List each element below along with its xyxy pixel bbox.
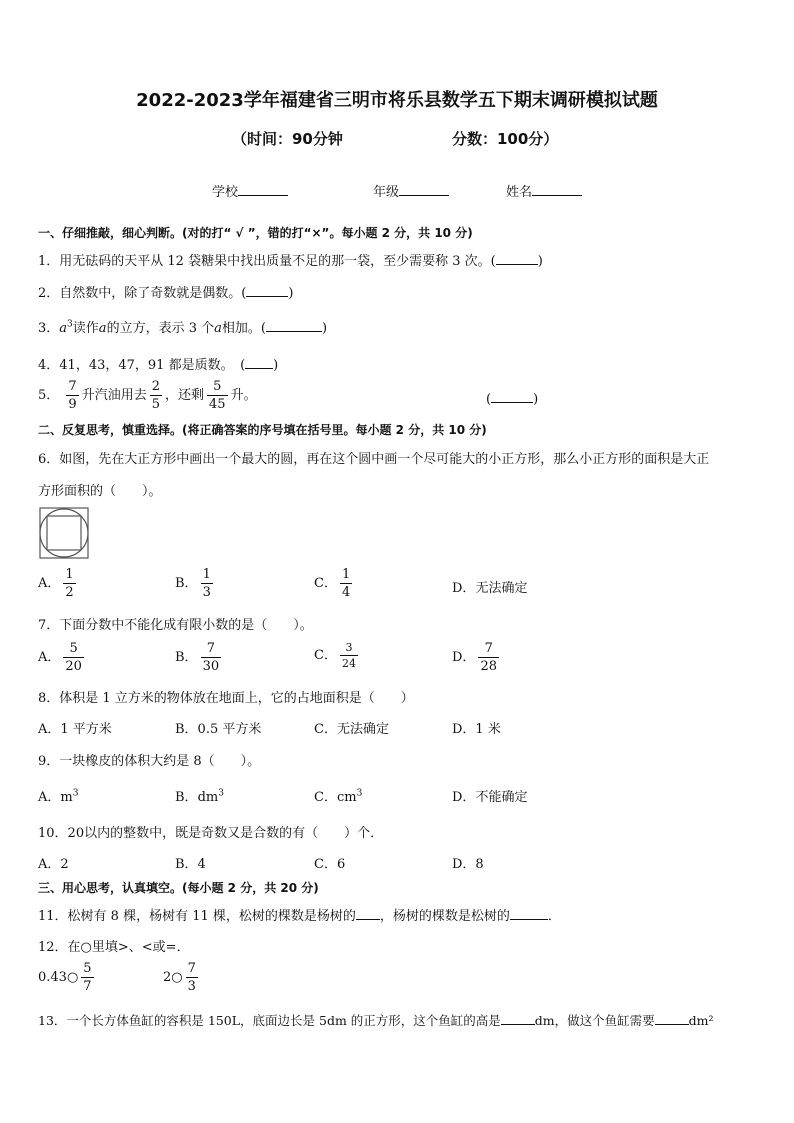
square-circle-figure <box>39 506 89 560</box>
answer-blank-13b[interactable] <box>655 1011 689 1025</box>
question-4-close: ) <box>273 358 279 373</box>
grade-label: 年级 <box>373 185 400 200</box>
question-3-end: 相加。( <box>221 321 266 336</box>
question-7-option-a[interactable]: A． $\frac{5}{20}$ <box>38 641 82 674</box>
question-2-text: 2．自然数中，除了奇数就是偶数。( <box>38 286 247 301</box>
question-3-mid: 读作 <box>72 321 99 336</box>
question-6-option-b[interactable]: B． $\frac{1}{3}$ <box>175 567 211 600</box>
question-9: 9．一块橡皮的体积大约是 8（ ）。 <box>38 754 261 769</box>
question-1-text: 1．用无砝码的天平从 12 袋糖果中找出质量不足的那一袋，至少需要称 3 次。( <box>38 254 496 269</box>
grade-blank[interactable] <box>399 181 449 196</box>
question-9-option-c[interactable]: C．$cm^3$ <box>314 788 363 805</box>
question-6-line-1: 6．如图，先在大正方形中画出一个最大的圆，再在这个圆中画一个尽可能大的小正方形，那么小正方形的面积是大正 <box>38 452 710 467</box>
section-2-heading: 二、反复思考，慎重选择。(将正确答案的序号填在括号里。每小题 2 分，共 10 分) <box>38 423 487 437</box>
question-7-option-c[interactable]: C． $\frac{3}{24}$ <box>314 641 356 670</box>
question-12-compare-1[interactable]: 0.43○ $\frac{5}{7}$ <box>38 961 92 994</box>
question-2 <box>38 282 293 301</box>
question-5-mid-2: ，还剩 <box>165 388 205 403</box>
question-3-exponent: 3 <box>67 319 73 330</box>
question-8-option-a[interactable]: A．1 平方米 <box>38 722 112 737</box>
question-6-option-a[interactable]: A． $\frac{1}{2}$ <box>38 567 74 600</box>
question-13: 13．一个长方体鱼缸的容积是 150L，底面边长是 5dm 的正方形，这个鱼缸的高是 dm，做这个鱼缸需要 dm² <box>38 1013 714 1028</box>
question-6-option-c[interactable]: C． $\frac{1}{4}$ <box>314 567 351 600</box>
question-4 <box>38 354 278 373</box>
school-blank[interactable] <box>238 181 288 196</box>
answer-blank-11b[interactable] <box>510 906 548 920</box>
fraction-7-9: $\frac{7}{9}$ <box>68 379 77 412</box>
question-8-option-d[interactable]: D．1 米 <box>452 722 501 737</box>
question-3-var2: a <box>214 321 222 336</box>
question-1 <box>38 250 543 269</box>
answer-blank-1[interactable] <box>496 251 538 265</box>
fraction-2-5: $\frac{2}{5}$ <box>151 379 160 412</box>
question-3-rest: 的立方，表示 3 个 <box>106 321 215 336</box>
section-3-heading: 三、用心思考，认真填空。(每小题 2 分，共 20 分) <box>38 881 319 895</box>
question-9-option-d[interactable]: D．不能确定 <box>452 790 528 805</box>
name-label: 姓名 <box>506 185 533 200</box>
question-3-base: a <box>59 321 68 336</box>
question-12: 12．在○里填>、<或=． <box>38 940 190 955</box>
school-field[interactable] <box>212 181 288 200</box>
question-6-option-d[interactable]: D．无法确定 <box>452 581 528 596</box>
question-9-option-b[interactable]: B．$dm^3$ <box>175 788 224 805</box>
question-9-option-a[interactable]: A．$m^3$ <box>38 788 79 805</box>
question-7-option-d[interactable]: D． $\frac{7}{28}$ <box>452 641 497 674</box>
question-12-compare-2[interactable]: 2○ $\frac{7}{3}$ <box>163 961 196 994</box>
question-5 <box>38 380 257 411</box>
question-3 <box>38 317 327 336</box>
question-5-answer: ( ) <box>486 389 538 407</box>
question-1-close: ) <box>537 254 543 269</box>
name-blank[interactable] <box>532 181 582 196</box>
question-8-option-b[interactable]: B．0.5 平方米 <box>175 722 262 737</box>
question-10-option-b[interactable]: B．4 <box>175 857 206 872</box>
question-6-line-2: 方形面积的（ ）。 <box>38 484 162 499</box>
name-field[interactable] <box>506 181 582 200</box>
question-2-close: ) <box>288 286 294 301</box>
school-label: 学校 <box>212 185 239 200</box>
question-3-var: a <box>98 321 107 336</box>
question-3-close: ) <box>321 321 328 336</box>
question-7: 7．下面分数中不能化成有限小数的是（ ）。 <box>38 618 313 633</box>
answer-blank-5[interactable] <box>491 389 533 403</box>
question-10: 10．20以内的整数中，既是奇数又是合数的有（ ）个． <box>38 826 384 841</box>
question-8: 8．体积是 1 立方米的物体放在地面上，它的占地面积是（ ） <box>38 691 414 706</box>
answer-blank-13a[interactable] <box>501 1011 535 1025</box>
answer-blank-3[interactable] <box>266 318 322 332</box>
question-4-text: 4．41，43，47，91 都是质数。 ( <box>38 358 246 373</box>
question-10-option-a[interactable]: A．2 <box>38 857 69 872</box>
section-1-heading: 一、仔细推敲，细心判断。(对的打“ √ ”，错的打“×”。每小题 2 分，共 10 分) <box>38 226 473 240</box>
question-5-number: 5． <box>38 388 60 403</box>
page-title: 2022-2023学年福建省三明市将乐县数学五下期末调研模拟试题 <box>136 90 658 111</box>
question-7-option-b[interactable]: B． $\frac{7}{30}$ <box>175 641 220 674</box>
question-3-number: 3． <box>38 321 60 336</box>
question-11: 11．松树有 8 棵，杨树有 11 棵，松树的棵数是杨树的 ，杨树的棵数是松树的 ． <box>38 905 561 924</box>
fraction-5-45: $\frac{5}{45}$ <box>209 379 226 412</box>
question-5-mid-1: 升汽油用去 <box>81 388 147 403</box>
answer-blank-11a[interactable] <box>356 906 380 920</box>
question-10-option-d[interactable]: D．8 <box>452 857 484 872</box>
question-10-option-c[interactable]: C．6 <box>314 857 346 872</box>
question-8-option-c[interactable]: C．无法确定 <box>314 722 389 737</box>
exam-score: 分数：100分） <box>452 130 559 148</box>
answer-blank-4[interactable] <box>245 355 273 369</box>
question-5-mid-3: 升。 <box>230 388 257 403</box>
exam-time: （时间：90分钟 <box>232 130 343 148</box>
answer-blank-2[interactable] <box>246 283 288 297</box>
grade-field[interactable] <box>373 181 449 200</box>
